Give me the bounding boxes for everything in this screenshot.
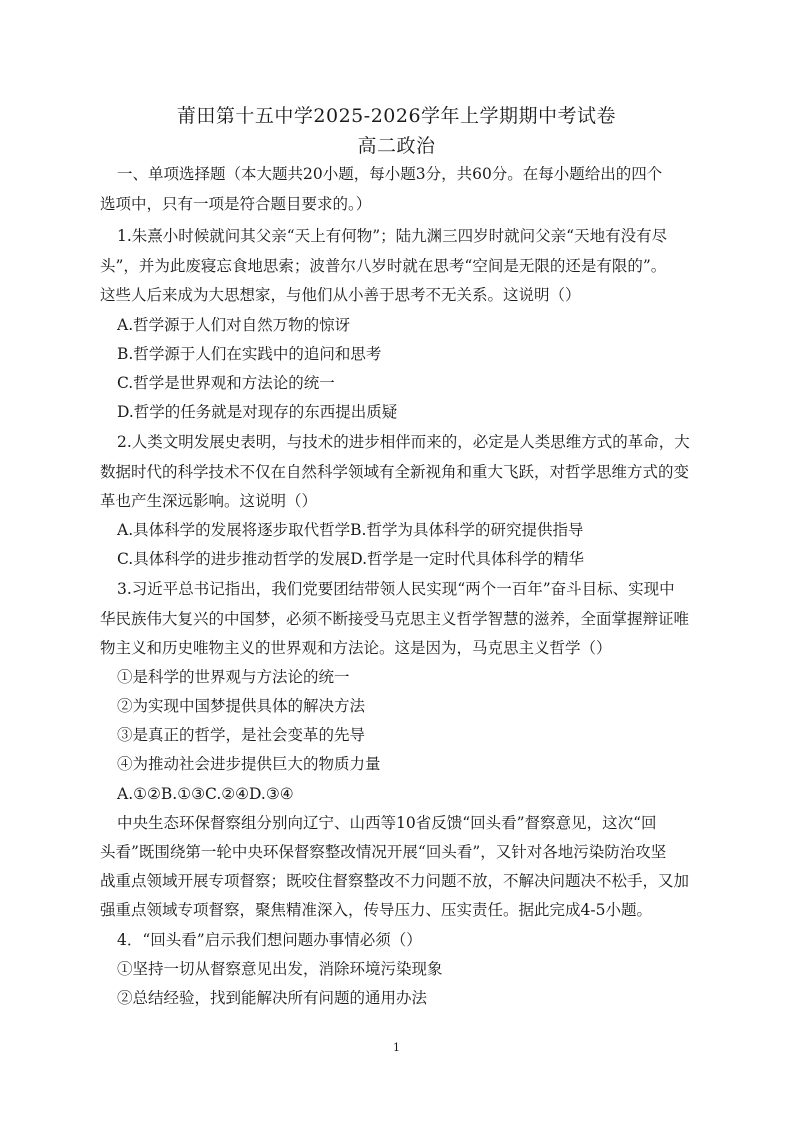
q1-option-d: D.哲学的任务就是对现存的东西提出质疑: [117, 403, 398, 421]
section-heading-line1: 一、单项选择题（本大题共20小题，每小题3分，共60分。在每小题给出的四个: [117, 165, 663, 183]
q3-item-4: ④为推动社会进步提供巨大的物质力量: [117, 755, 381, 773]
q2-options-line2: C.具体科学的进步推动哲学的发展D.哲学是一定时代具体科学的精华: [117, 550, 585, 568]
q3-item-3: ③是真正的哲学，是社会变革的先导: [117, 726, 366, 744]
page-number: 1: [393, 1041, 400, 1054]
subject-title: 高二政治: [357, 135, 436, 157]
q2-stem-line3: 革也产生深远影响。这说明（）: [100, 492, 318, 510]
exam-title: 莆田第十五中学2025-2026学年上学期期中考试卷: [176, 105, 617, 127]
q4-item-2: ②总结经验，找到能解决所有问题的通用办法: [117, 989, 428, 1007]
passage-line4: 强重点领域专项督察，聚焦精准深入，传导压力、压实责任。据此完成4-5小题。: [100, 901, 652, 919]
q2-options-line1: A.具体科学的发展将逐步取代哲学B.哲学为具体科学的研究提供指导: [117, 521, 584, 539]
q3-options: A.①②B.①③C.②④D.③④: [117, 785, 294, 803]
q2-stem-line2: 数据时代的科学技术不仅在自然科学领域有全新视角和重大飞跃，对哲学思维方式的变: [100, 463, 690, 481]
q1-option-a: A.哲学源于人们对自然万物的惊讶: [117, 316, 351, 334]
q1-stem-line3: 这些人后来成为大思想家，与他们从小善于思考不无关系。这说明（）: [100, 286, 581, 304]
q1-option-b: B.哲学源于人们在实践中的追问和思考: [117, 345, 382, 363]
q1-stem-line1: 1.朱熹小时候就问其父亲“天上有何物”；陆九渊三四岁时就问父亲“天地有没有尽: [117, 227, 668, 245]
q2-stem-line1: 2.人类文明发展史表明，与技术的进步相伴而来的，必定是人类思维方式的革命，大: [117, 433, 690, 451]
q1-option-c: C.哲学是世界观和方法论的统一: [117, 374, 335, 392]
q3-stem-line1: 3.习近平总书记指出，我们党要团结带领人民实现“两个一百年”奋斗目标、实现中: [117, 580, 675, 598]
q3-item-1: ①是科学的世界观与方法论的统一: [117, 668, 350, 686]
q3-stem-line3: 物主义和历史唯物主义的世界观和方法论。这是因为，马克思主义哲学（）: [100, 639, 612, 657]
section-heading-line2: 选项中，只有一项是符合题目要求的。）: [100, 195, 372, 213]
q4-item-1: ①坚持一切从督察意见出发，消除环境污染现象: [117, 960, 443, 978]
q3-item-2: ②为实现中国梦提供具体的解决方法: [117, 697, 366, 715]
q1-stem-line2: 头”，并为此废寝忘食地思索；波普尔八岁时就在思考“空间是无限的还是有限的”。: [100, 257, 667, 275]
q4-stem: 4．“回头看”启示我们想问题办事情必须（）: [117, 931, 422, 949]
q3-stem-line2: 华民族伟大复兴的中国梦，必须不断接受马克思主义哲学智慧的滋养，全面掌握辩证唯: [100, 610, 690, 628]
passage-line3: 战重点领域开展专项督察；既咬住督察整改不力问题不放，不解决问题决不松手，又加: [100, 872, 690, 890]
passage-line1: 中央生态环保督察组分别向辽宁、山西等10省反馈“回头看”督察意见，这次“回: [117, 814, 657, 832]
passage-line2: 头看”既围绕第一轮中央环保督察整改情况开展“回头看”，又针对各地污染防治攻坚: [100, 843, 667, 861]
